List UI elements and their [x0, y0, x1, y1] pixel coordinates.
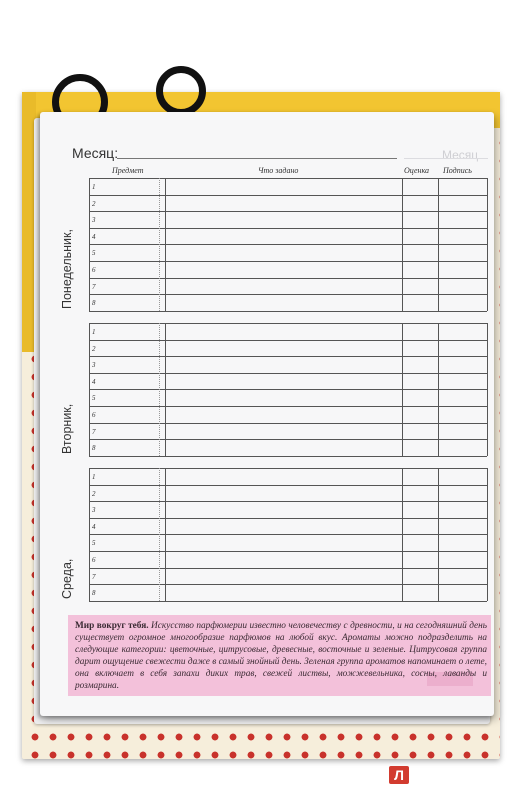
row-number: 1: [92, 473, 96, 481]
row-number: 7: [92, 572, 96, 581]
table-row: [89, 468, 487, 486]
row-number: 1: [92, 328, 96, 336]
column-divider: [438, 178, 439, 311]
day-label: Понедельник,: [60, 228, 74, 309]
row-number: 5: [92, 539, 96, 548]
table-row: [89, 568, 487, 586]
table-row: [89, 406, 487, 424]
row-number: 4: [92, 522, 96, 531]
table-row: [89, 261, 487, 279]
row-number: 6: [92, 411, 96, 419]
day-block: [89, 468, 487, 601]
table-row: [89, 485, 487, 503]
day-label: Среда,: [60, 558, 74, 599]
table-row: [89, 423, 487, 441]
table-bottom-line: [89, 456, 487, 457]
table-row: [89, 501, 487, 519]
row-number: 6: [92, 266, 96, 274]
table-row: [89, 294, 487, 312]
column-divider: [487, 178, 488, 311]
table-row: [89, 373, 487, 391]
column-divider: [159, 323, 160, 456]
table-row: [89, 178, 487, 196]
table-row: [89, 389, 487, 407]
table-row: [89, 323, 487, 341]
header-subject: Предмет: [112, 166, 144, 175]
column-divider: [159, 468, 160, 601]
row-number: 6: [92, 556, 96, 564]
table-row: [89, 340, 487, 358]
table-bottom-line: [89, 311, 487, 312]
table-row: [89, 439, 487, 457]
row-number: 3: [92, 216, 96, 225]
row-number: 8: [92, 589, 96, 598]
row-number: 5: [92, 394, 96, 403]
row-number: 3: [92, 361, 96, 370]
column-divider: [402, 468, 403, 601]
row-number: 3: [92, 506, 96, 515]
row-number: 2: [92, 199, 96, 208]
column-divider: [159, 178, 160, 311]
column-divider: [89, 323, 90, 456]
row-number: 4: [92, 232, 96, 241]
info-title: Мир вокруг тебя.: [75, 621, 149, 631]
month-ghost-line: [404, 158, 488, 159]
table-row: [89, 195, 487, 213]
info-text: [75, 620, 487, 692]
day-block: [89, 323, 487, 456]
column-divider: [89, 178, 90, 311]
publisher-logo-icon: Л: [389, 766, 409, 784]
row-number: 8: [92, 444, 96, 453]
table-row: [89, 518, 487, 536]
column-divider: [487, 323, 488, 456]
table-row: [89, 244, 487, 262]
row-number: 2: [92, 344, 96, 353]
month-ghost-label: Месяц: [442, 148, 479, 162]
header-assigned: Что задано: [258, 166, 299, 175]
column-divider: [165, 468, 166, 601]
table-bottom-line: [89, 601, 487, 602]
row-number: 7: [92, 427, 96, 436]
column-divider: [402, 178, 403, 311]
table-row: [89, 356, 487, 374]
header-signature: Подпись: [443, 166, 472, 175]
column-divider: [438, 468, 439, 601]
table-row: [89, 228, 487, 246]
table-row: [89, 584, 487, 602]
row-number: 4: [92, 377, 96, 386]
day-label: Вторник,: [60, 403, 74, 454]
month-line: [117, 158, 397, 159]
row-number: 7: [92, 282, 96, 291]
column-divider: [165, 323, 166, 456]
column-divider: [487, 468, 488, 601]
column-divider: [402, 323, 403, 456]
cover-ring-graphic: [156, 66, 206, 116]
info-body: Искусство парфюмерии известно человечеству с древности, и на сегодняшний день существует огромное многообразие парфюмов на любой вкус. Ароматы можно подразделить на следующие категории: цветочные, цитрусовые, древесные, восточные и зеленые. Цитрусовая группа дарит ощущение свежести даже в самый знойный день. Зеленая группа ароматов напоминает о лете, она включает в себя запахи диких трав, свежей листвы, можжевельника, сосны, лаванды и розмарина.: [75, 621, 488, 691]
day-block: [89, 178, 487, 311]
table-row: [89, 211, 487, 229]
row-number: 5: [92, 249, 96, 258]
table-row: [89, 534, 487, 552]
header-grade: Оценка: [404, 166, 430, 175]
column-divider: [165, 178, 166, 311]
row-number: 2: [92, 489, 96, 498]
row-number: 1: [92, 183, 96, 191]
column-divider: [438, 323, 439, 456]
table-row: [89, 551, 487, 569]
row-number: 8: [92, 299, 96, 308]
table-row: [89, 278, 487, 296]
column-divider: [89, 468, 90, 601]
month-label: Месяц:: [72, 145, 119, 161]
